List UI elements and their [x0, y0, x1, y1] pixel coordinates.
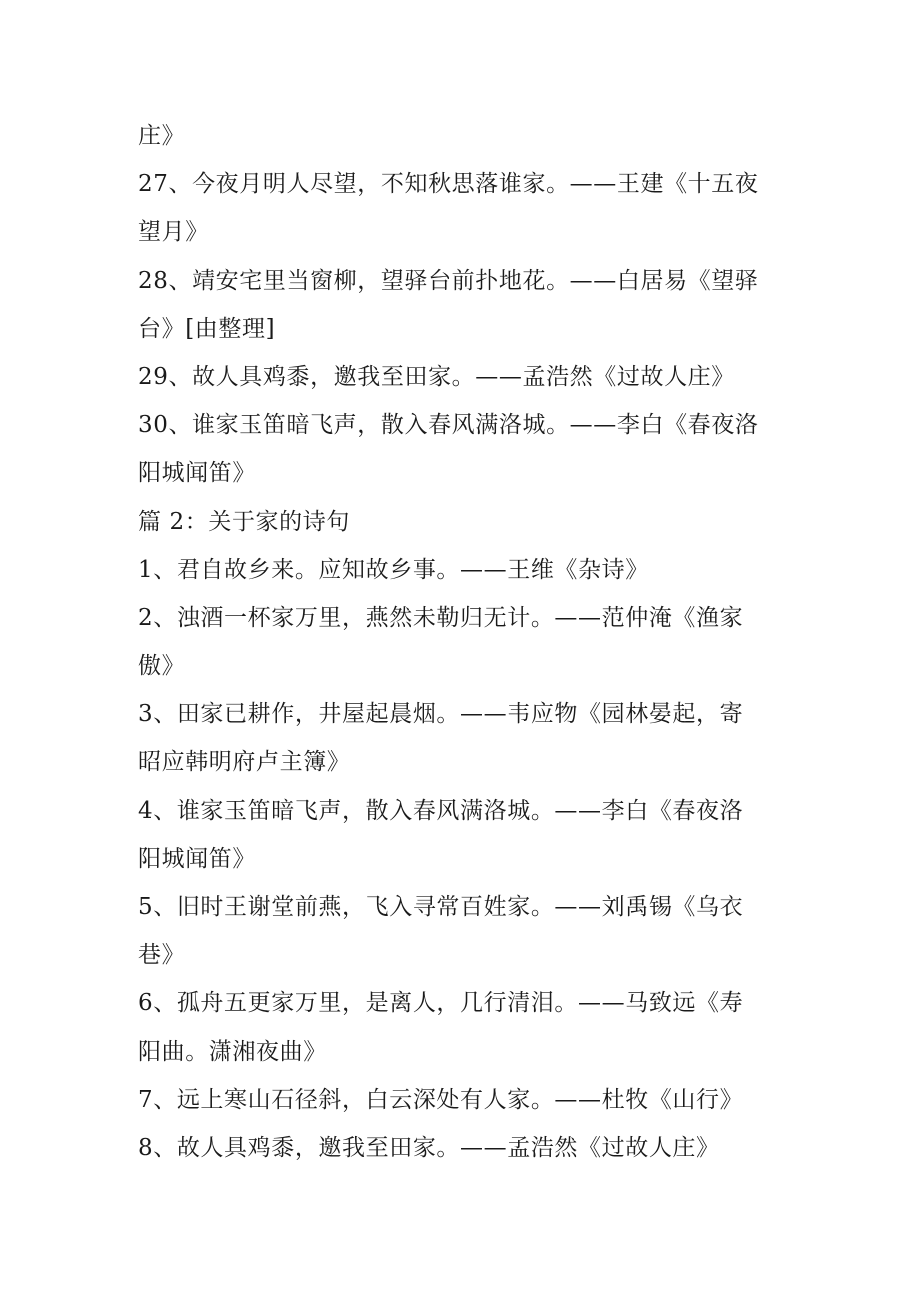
text-line: 望月》 [138, 219, 209, 246]
text-line: 1、君自故乡来。应知故乡事。——王维《杂诗》 [138, 556, 649, 583]
text-line: 4、谁家玉笛暗飞声，散入春风满洛城。——李白《春夜洛 [138, 797, 744, 824]
text-line: 台》[由整理] [138, 315, 276, 342]
text-line: 30、谁家玉笛暗飞声，散入春风满洛城。——李白《春夜洛 [138, 412, 759, 439]
text-line: 阳城闻笛》 [138, 460, 256, 487]
text-line: 傲》 [138, 653, 186, 680]
section-heading: 篇 2：关于家的诗句 [138, 508, 350, 535]
text-line: 3、田家已耕作，井屋起晨烟。——韦应物《园林晏起，寄 [138, 701, 744, 728]
text-line: 6、孤舟五更家万里，是离人，几行清泪。——马致远《寿 [138, 990, 744, 1017]
text-line: 巷》 [138, 942, 186, 969]
text-line: 2、浊酒一杯家万里，燕然未勒归无计。——范仲淹《渔家 [138, 604, 744, 631]
text-line: 8、故人具鸡黍，邀我至田家。——孟浩然《过故人庄》 [138, 1134, 720, 1161]
text-line: 庄》 [138, 123, 186, 149]
text-line: 7、远上寒山石径斜，白云深处有人家。——杜牧《山行》 [138, 1086, 744, 1113]
text-line: 阳城闻笛》 [138, 845, 256, 872]
text-line: 29、故人具鸡黍，邀我至田家。——孟浩然《过故人庄》 [138, 363, 735, 390]
text-line: 28、靖安宅里当窗柳，望驿台前扑地花。——白居易《望驿 [138, 267, 759, 294]
text-line: 27、今夜月明人尽望，不知秋思落谁家。——王建《十五夜 [138, 171, 759, 198]
text-line: 5、旧时王谢堂前燕，飞入寻常百姓家。——刘禹锡《乌衣 [138, 894, 744, 920]
text-line: 阳曲。潇湘夜曲》 [138, 1038, 327, 1065]
document-body [138, 112, 798, 1172]
text-line: 昭应韩明府卢主簿》 [138, 749, 351, 776]
